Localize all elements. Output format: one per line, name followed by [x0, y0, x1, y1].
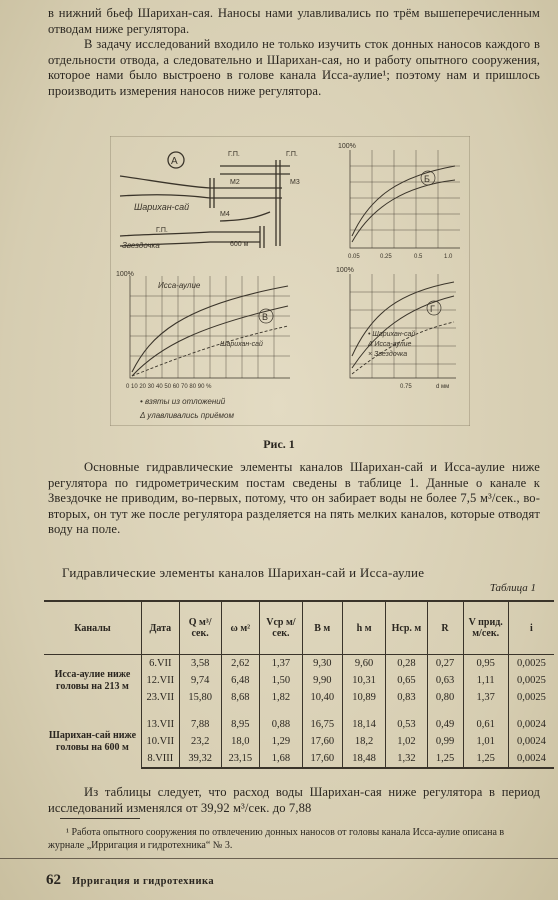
cell: 15,80: [179, 689, 221, 706]
cell: 3,58: [179, 655, 221, 673]
cell: 1,11: [463, 672, 508, 689]
group-name-sharikhan: Шарихан-сай ниже головы на 600 м: [48, 730, 137, 753]
cell: 9,60: [342, 655, 385, 673]
circle-g-label: Г: [430, 304, 435, 314]
legend-b3: × Звездочка: [368, 351, 408, 358]
cell: 9,30: [302, 655, 342, 673]
cell: 23,2: [179, 733, 221, 750]
pct100b-label: 100%: [116, 271, 134, 278]
pct100a-label: 100%: [338, 143, 356, 150]
cell: 10.VII: [141, 733, 179, 750]
cell: 39,32: [179, 750, 221, 768]
tick-d1: 0.05: [348, 254, 360, 260]
cell: 2,62: [221, 655, 260, 673]
cell: 9,90: [302, 672, 342, 689]
cell: 0,80: [427, 689, 463, 706]
zvezdochka-label: Звездочка: [122, 241, 160, 250]
canal-scheme: [120, 151, 300, 250]
sharikhan-label: Шарихан-сай: [134, 202, 190, 212]
cell: 0,99: [427, 733, 463, 750]
cell: 7,88: [179, 716, 221, 733]
table-row: [44, 716, 554, 733]
cell: 10,89: [342, 689, 385, 706]
cell: 0,28: [386, 655, 427, 673]
col-header-r: R: [427, 601, 463, 655]
cell: 1,82: [260, 689, 302, 706]
m2-label: М2: [230, 179, 240, 186]
legend-line-1: • взяты из отложений: [140, 397, 226, 406]
cell: 0,83: [386, 689, 427, 706]
cell: 0,49: [427, 716, 463, 733]
cell: 6,48: [221, 672, 260, 689]
cell: 0,63: [427, 672, 463, 689]
circle-v-label: В: [262, 312, 269, 322]
cell: 1,50: [260, 672, 302, 689]
paragraph-table-intro: Основные гидравлические элементы каналов Шарихан-сай и Исса-аулие ниже регулятора по гидрометрическим постам сведены в таблице 1. Данные о канале к Звездочке не приводим, во-первых, потому, что он забирает воды не более 7,5 м³/сек., во-вторых, он тут же после регулятора разделяется на пять мелких каналов, которые отводят воду на поле.: [48, 460, 540, 537]
figure-1: [110, 136, 470, 426]
gp1-label: Г.П.: [228, 151, 240, 158]
figure-svg: [110, 136, 470, 426]
legend-line-2: Δ улавливались приёмом: [140, 411, 234, 420]
cell: 0,0025: [508, 689, 554, 706]
cell: 13.VII: [141, 716, 179, 733]
running-title: Ирригация и гидротехника: [72, 876, 215, 887]
cell: 1,25: [463, 750, 508, 768]
cell: 8,68: [221, 689, 260, 706]
cell: 10,40: [302, 689, 342, 706]
gp3-label: Г.П.: [156, 227, 168, 234]
cell: 1,02: [386, 733, 427, 750]
cell: 18,48: [342, 750, 385, 768]
cell: 8.VIII: [141, 750, 179, 768]
cell: 0,0025: [508, 655, 554, 673]
col-header-v: V прид. м/сек.: [463, 601, 508, 655]
cell: 0,0024: [508, 733, 554, 750]
cell: 6.VII: [141, 655, 179, 673]
col-header-date: Дата: [141, 601, 179, 655]
cell: 12.VII: [141, 672, 179, 689]
paragraph-conclusion: Из таблицы следует, что расход воды Шарихан-сая ниже регулятора в период исследований изменялся от 39,92 м³/сек. до 7,88: [48, 785, 540, 815]
x-axis-a: 0 10 20 30 40 50 60 70 80 90 %: [126, 384, 212, 390]
col-header-canal: Каналы: [44, 601, 141, 655]
cell: 8,95: [221, 716, 260, 733]
cell: 9,74: [179, 672, 221, 689]
cell: 1,68: [260, 750, 302, 768]
paragraph-intro: в нижний бьеф Шарихан-сая. Наносы нами улавливались по трём вышеперечисленным отводам ниже регулятора.: [48, 6, 540, 36]
graph-g: [336, 267, 456, 390]
cell: 1,32: [386, 750, 427, 768]
cell: 1,37: [463, 689, 508, 706]
cell: 18,14: [342, 716, 385, 733]
tick-d5: 1.0: [444, 254, 453, 260]
cell: 0,61: [463, 716, 508, 733]
tick-d2: 0.25: [380, 254, 392, 260]
col-header-vsr: Vср м/сек.: [260, 601, 302, 655]
cell: 18,2: [342, 733, 385, 750]
circle-a-label: А: [171, 156, 178, 167]
graph-b: [338, 143, 460, 260]
figure-caption: Рис. 1: [263, 437, 295, 451]
table-title: Гидравлические элементы каналов Шарихан-сай и Исса-аулие: [62, 565, 425, 580]
footnote-rule: [60, 818, 140, 819]
col-header-h: h м: [342, 601, 385, 655]
cell: 17,60: [302, 733, 342, 750]
cell: 10,31: [342, 672, 385, 689]
m4-label: М4: [220, 211, 230, 218]
cell: 23,15: [221, 750, 260, 768]
cell: 0,0024: [508, 716, 554, 733]
footnote: ¹ Работа опытного сооружения по отвлечению донных наносов от головы канала Исса-аулие описана в журнале „Ирригация и гидротехника“ № 3.: [48, 827, 505, 851]
cell: 18,0: [221, 733, 260, 750]
hydraulic-table: [44, 600, 554, 769]
paragraph-task: В задачу исследований входило не только изучить сток донных наносов каждого в отдельности отвода, а следовательно и Шарихан-сая, но и работу опытного сооружения, которое нами было выстроено в голове канала Исса-аулие¹; поэтому нам и пришлось производить измерения наносов ниже регулятора.: [48, 37, 540, 98]
m3-label: М3: [290, 179, 300, 186]
legend-b2: Δ Исса-аулие: [368, 341, 412, 348]
circle-b-label: Б: [424, 174, 430, 184]
cell: 0,95: [463, 655, 508, 673]
legend-b1: • Шарихан-сай: [368, 331, 416, 338]
col-header-b: B м: [302, 601, 342, 655]
cell: 0,0024: [508, 750, 554, 768]
col-header-omega: ω м²: [221, 601, 260, 655]
cell: 0,65: [386, 672, 427, 689]
cell: 0,0025: [508, 672, 554, 689]
cell: 17,60: [302, 750, 342, 768]
table-header-row: [44, 601, 554, 655]
cell: 0,27: [427, 655, 463, 673]
pct100c-label: 100%: [336, 267, 354, 274]
cell: 1,29: [260, 733, 302, 750]
distance-label: 600 м: [230, 241, 249, 248]
table-subtitle: Таблица 1: [489, 582, 536, 594]
issa-label: Исса-аулие: [158, 281, 201, 290]
page-number: 62: [46, 872, 61, 888]
cell: 23.VII: [141, 689, 179, 706]
cell: 0,53: [386, 716, 427, 733]
graph-v: [116, 271, 290, 420]
col-header-hsr: Hср. м: [386, 601, 427, 655]
footer-rule: [0, 858, 558, 859]
cell: 1,25: [427, 750, 463, 768]
cell: 1,01: [463, 733, 508, 750]
x-unit: d мм: [436, 384, 450, 390]
table-row: [44, 655, 554, 673]
cell: 16,75: [302, 716, 342, 733]
col-header-i: i: [508, 601, 554, 655]
col-header-q: Q м³/сек.: [179, 601, 221, 655]
tick-d3: 0.5: [414, 254, 423, 260]
gp2-label: Г.П.: [286, 151, 298, 158]
sharikhan2-label: Шарихан-сай: [220, 341, 263, 348]
group-name-issa: Исса-аулие ниже головы на 213 м: [54, 668, 131, 692]
cell: 1,37: [260, 655, 302, 673]
cell: 0,88: [260, 716, 302, 733]
tick-d4: 0.75: [400, 384, 412, 390]
table-spacer: [44, 706, 554, 716]
